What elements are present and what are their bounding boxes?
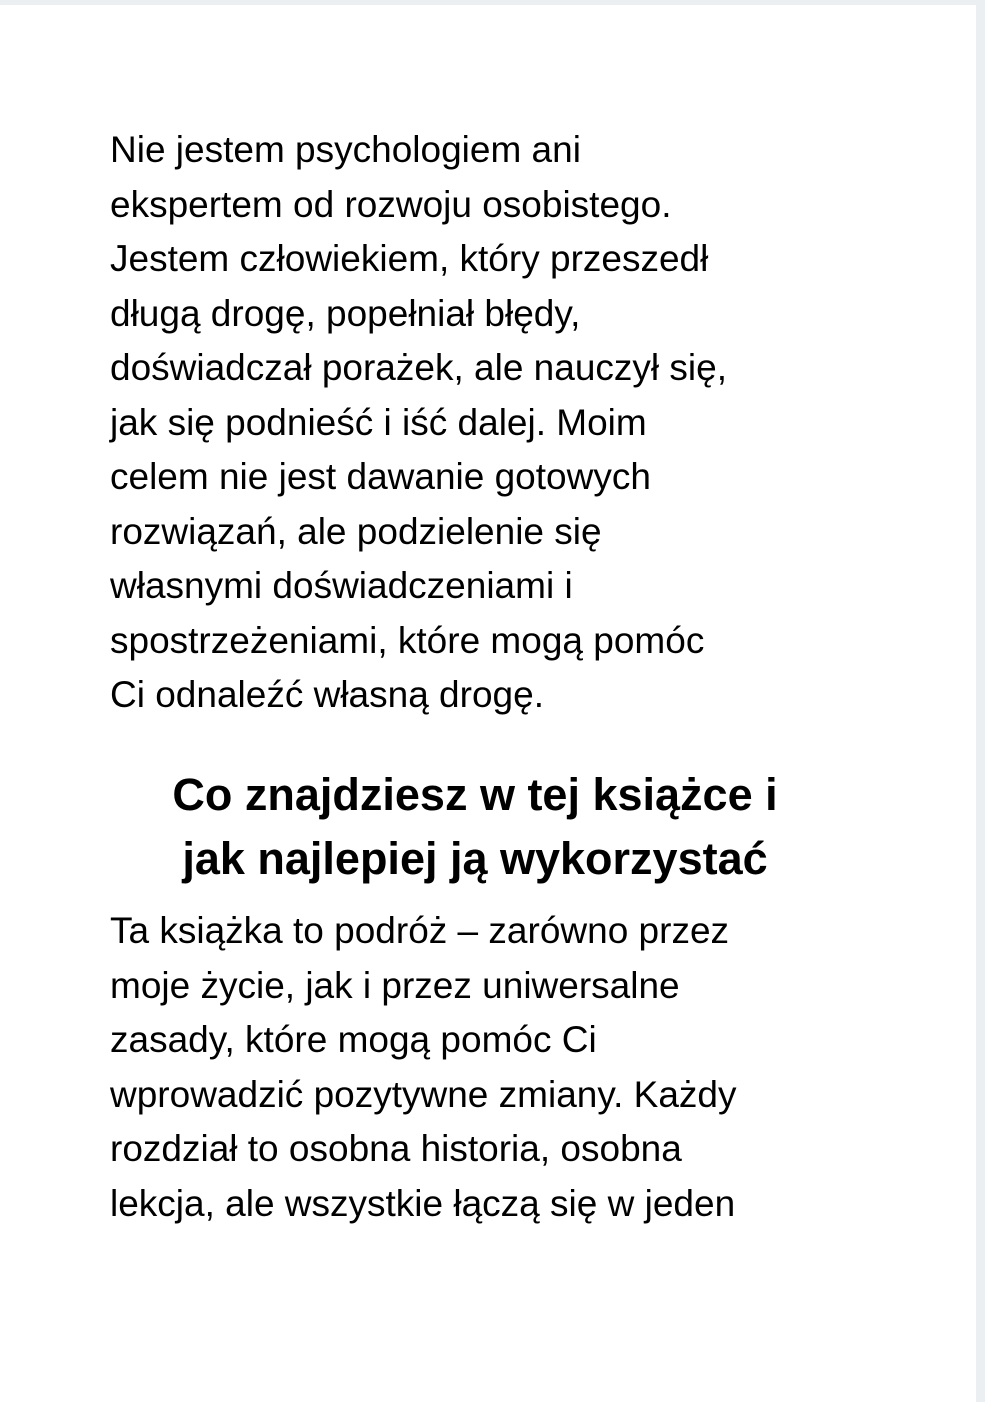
text-line: Jestem człowiekiem, który przeszedł [110, 238, 709, 279]
text-line: celem nie jest dawanie gotowych [110, 456, 651, 497]
body-paragraph-book-overview [110, 904, 830, 1231]
body-paragraph-intro [110, 123, 830, 723]
text-line: zasady, które mogą pomóc Ci [110, 1019, 597, 1060]
section-heading [75, 763, 875, 891]
text-line: Ta książka to podróż – zarówno przez [110, 910, 730, 951]
text-line: spostrzeżeniami, które mogą pomóc [110, 619, 705, 661]
text-line: wprowadzić pozytywne zmiany. Każdy [110, 1073, 737, 1115]
text-line: moje życie, jak i przez uniwersalne [110, 964, 680, 1006]
heading-line: jak najlepiej ją wykorzystać [182, 833, 768, 884]
text-line: rozwiązań, ale podzielenie się [110, 510, 602, 552]
text-line: Ci odnaleźć własną drogę. [110, 674, 544, 715]
text-line: jak się podnieść i iść dalej. Moim [110, 401, 647, 443]
text-line: Nie jestem psychologiem ani [110, 129, 581, 170]
heading-line: Co znajdziesz w tej książce i [172, 769, 778, 820]
text-line: lekcja, ale wszystkie łączą się w jeden [110, 1182, 736, 1224]
text-line: ekspertem od rozwoju osobistego. [110, 183, 672, 225]
text-line: doświadczał porażek, ale nauczył się, [110, 347, 727, 388]
text-line: rozdział to osobna historia, osobna [110, 1128, 682, 1169]
text-line: własnymi doświadczeniami i [110, 565, 573, 606]
text-line: długą drogę, popełniał błędy, [110, 292, 581, 334]
document-page [0, 5, 976, 1402]
